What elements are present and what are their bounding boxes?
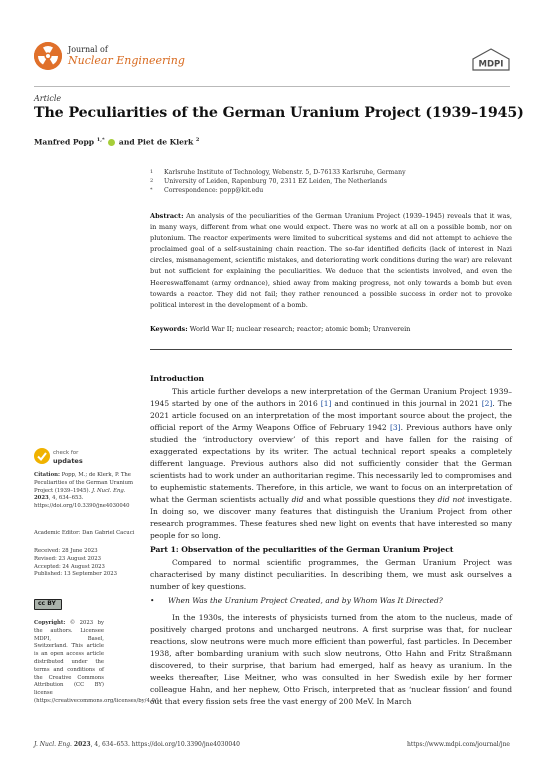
keywords-label: Keywords: <box>150 325 188 333</box>
keywords-text: World War II; nuclear research; reactor; atomic bomb; Uranverein <box>189 325 411 333</box>
journal-name[interactable]: Nuclear Engineering <box>68 54 185 67</box>
check-for-updates-button[interactable] <box>34 448 94 468</box>
publication-dates <box>34 548 140 579</box>
copyright-label: Copyright: <box>34 620 66 626</box>
correspondence-text[interactable]: Correspondence: popp@kit.edu <box>164 187 264 194</box>
radiation-icon <box>34 42 62 70</box>
text-run: and what possible questions they <box>303 495 438 504</box>
text-run: . The 2021 article focused on an interpretation of the most important source about the project, the official report of the Army Weapons Office of February 1942 <box>150 399 512 432</box>
journal-of-label: Journal of <box>68 45 108 54</box>
abstract <box>150 211 512 311</box>
author-affil-sup: 2 <box>195 137 200 143</box>
text-run: and continued in this journal in 2021 <box>331 399 482 408</box>
citation-doi[interactable]: , 4, 634–653. https://doi.org/10.3390/jne4030040 <box>34 495 130 510</box>
affiliations <box>150 168 406 195</box>
article-title: The Peculiarities of the German Uranium Project (1939–1945) <box>34 105 524 121</box>
intro-paragraph <box>150 386 512 542</box>
cc-badge-text: cc BY <box>38 600 56 607</box>
affiliation-number: * <box>150 187 153 193</box>
citation-block <box>34 472 140 511</box>
orcid-icon[interactable] <box>108 139 115 146</box>
bullet-marker: • <box>150 596 155 605</box>
copyright-text: © 2023 by the authors. Licensee MDPI, Basel, Switzerland. This article is an open access article distributed under the terms and conditions of the Creative Commons Attribution (CC BY) license (https://creativecommons.org/licenses/by/4.0/). <box>34 620 161 704</box>
citation-text: Popp, M.; de Klerk, P. The Peculiarities of the German Uranium Project (1939–1945). <box>34 472 134 494</box>
abstract-label: Abstract: <box>150 212 184 220</box>
author-affil-sup: 1,* <box>96 137 105 143</box>
history-paragraph: In the 1930s, the interests of physicists turned from the atom to the nucleus, made of positively charged protons and uncharged neutrons. A first surprise was that, for nuclear reactions, slow neutrons were much more efficient than powerful, fast particles. In December 1938, after bombarding uranium with such slow neutrons, Otto Hahn and Fritz Straßmann discovered, to their surprise, that barium had emerged, half as heavy as uranium. In the weeks thereafter, Lise Meitner, who was consulted in her Swedish exile by her former colleague Hahn, and her nephew, Otto Frisch, interpreted that as ‘nuclear fission’ and found out that every fission sets free the vast energy of 200 MeV. In March <box>150 613 512 706</box>
citation-year: 2023 <box>34 495 49 502</box>
cc-license-badge[interactable] <box>34 599 62 610</box>
affiliation-item <box>150 186 406 195</box>
section-heading-part1: Part 1: Observation of the peculiarities of the German Uranium Project <box>150 545 454 554</box>
received-date: Received: 28 June 2023 <box>34 548 98 554</box>
section-heading-introduction: Introduction <box>150 374 205 383</box>
mdpi-logo-text: MDPI <box>478 59 504 70</box>
article-type: Article <box>34 94 62 103</box>
citation-link[interactable]: [2] <box>481 399 493 408</box>
citation-label: Citation: <box>34 472 60 478</box>
copyright-block <box>34 620 161 706</box>
author-name[interactable]: and Piet de Klerk <box>118 137 194 147</box>
mdpi-logo[interactable] <box>472 48 510 72</box>
check-for-label: check for <box>53 450 79 456</box>
updates-label: updates <box>53 457 83 465</box>
check-updates-icon <box>34 448 50 464</box>
footer-year: 2023 <box>73 741 91 748</box>
affiliation-number: 2 <box>150 178 154 184</box>
published-date: Published: 13 September 2023 <box>34 571 117 578</box>
text-run: investigate. In doing so, we discover many features that distinguish the Uranium Project from other research programmes. These features shed new light on events that have interested so many people for so long. <box>150 495 512 540</box>
text-run: This article further develops a new interpretation of the German Uranium Project 1939–1945 started by one of the authors in 2016 <box>150 387 512 408</box>
emphasis: did not <box>437 495 465 504</box>
accepted-date: Accepted: 24 August 2023 <box>34 563 105 570</box>
subsection-bullet <box>150 596 443 605</box>
mdpi-logo-icon <box>472 48 510 72</box>
journal-logo <box>34 42 62 70</box>
citation-link[interactable]: [3] <box>389 423 401 432</box>
footer-citation <box>34 741 240 748</box>
affiliation-text: University of Leiden, Rapenburg 70, 2311 EZ Leiden, The Netherlands <box>164 178 387 185</box>
author-list <box>34 137 199 147</box>
footer-journal: J. Nucl. Eng. <box>34 741 72 748</box>
affiliation-number: 1 <box>150 169 154 175</box>
affiliation-item <box>150 168 406 177</box>
citation-link[interactable]: [1] <box>320 399 332 408</box>
affiliation-item <box>150 177 406 186</box>
emphasis: did <box>291 495 304 504</box>
affiliation-text: Karlsruhe Institute of Technology, Webenstr. 5, D-76133 Karlsruhe, Germany <box>164 169 406 176</box>
header-rule <box>34 86 510 87</box>
keywords <box>150 325 512 333</box>
author-name[interactable]: Manfred Popp <box>34 137 95 147</box>
abstract-rule <box>150 349 512 350</box>
abstract-text: An analysis of the peculiarities of the German Uranium Project (1939–1945) reveals that it was, in many ways, different from what one would expect. There was no work at all on a possible bomb, nor on plutonium. The reactor experiments were limited to subcritical systems and did not attempt to achieve the proclaimed goal of a self-sustaining chain reaction. The so-far identified deficits (lack of interest in Nazi circles, mismanagement, scientific mistakes, and deteriorating work conditions during the war) are relevant but not sufficient for explaining the peculiarities. We deduce that the scientists involved, and even the Heereswaffenamt (army ordnance), shied away from making progress, not only towards a bomb but even towards a reactor. They did not fail; they rather renounced a possible success in order not to provoke political interest in the development of a bomb. <box>150 212 512 309</box>
checkmark-icon <box>34 448 50 464</box>
citation-journal: J. Nucl. Eng. <box>91 487 126 494</box>
footer-doi[interactable]: , 4, 634–653. https://doi.org/10.3390/jne4030040 <box>90 741 240 748</box>
footer-journal-url[interactable]: https://www.mdpi.com/journal/jne <box>406 741 510 748</box>
subsection-title: When Was the Uranium Project Created, and by Whom Was It Directed? <box>168 596 443 605</box>
text-run: . Previous authors have only studied the ‘introductory overview’ of this report and have fallen for the raising of exaggerated expectations by its writer. The actual technical report speaks a completely different language. Previous authors also did not sufficiently consider that the German scientists had to work under an authoritarian regime. This necessarily led to compromises and to euphemistic statements. Therefore, in this article, we want to focus on an interpretation of what the German scientists actually <box>150 423 512 504</box>
revised-date: Revised: 23 August 2023 <box>34 555 101 562</box>
part1-paragraph: Compared to normal scientific programmes, the German Uranium Project was characterised by many distinct peculiarities. In describing them, we must ask ourselves a number of key questions. <box>150 558 512 591</box>
academic-editor: Academic Editor: Dan Gabriel Cacuci <box>34 530 135 536</box>
